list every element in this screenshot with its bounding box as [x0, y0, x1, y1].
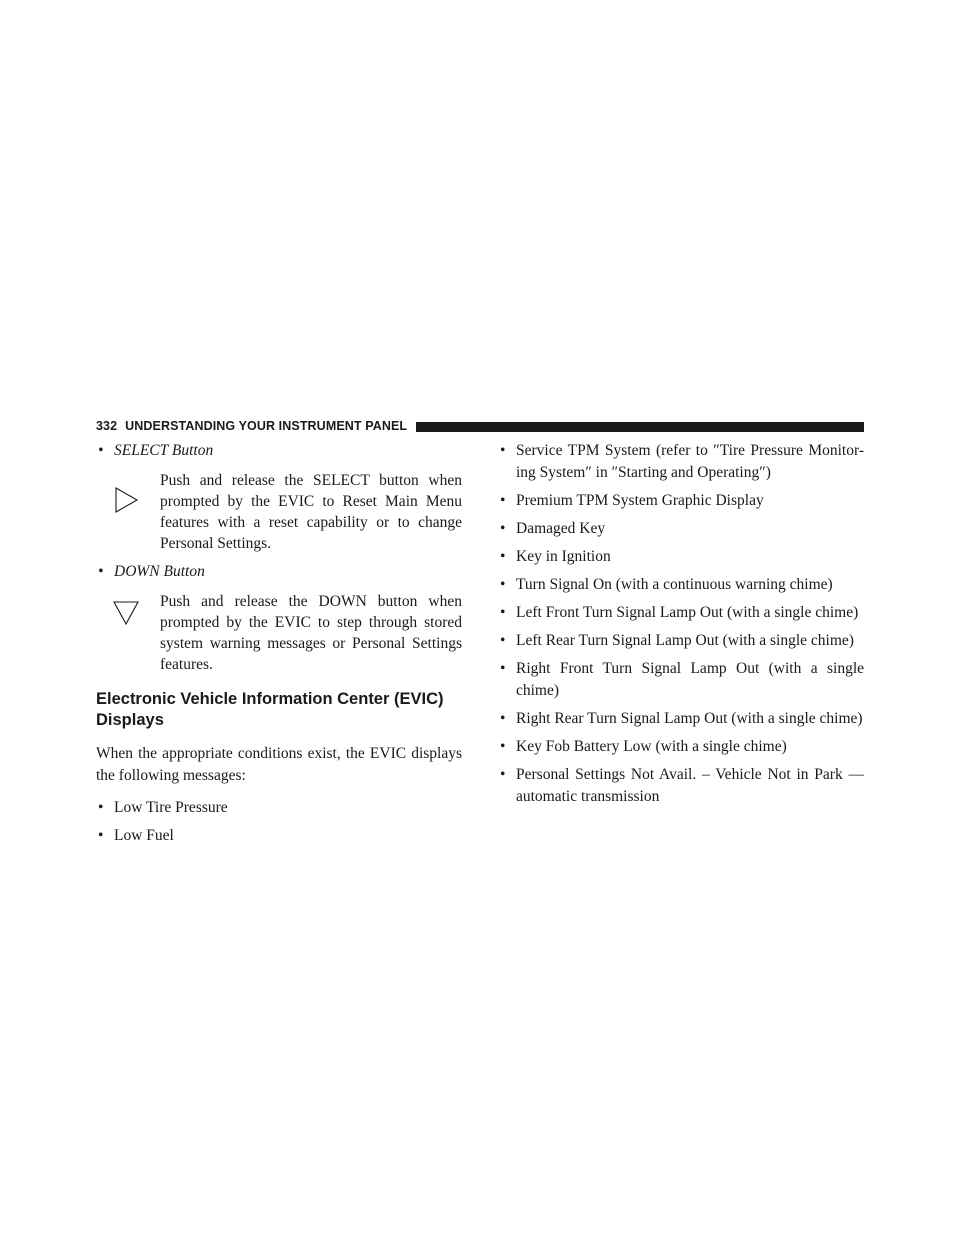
select-button-description — [96, 470, 462, 554]
select-button-title: • SELECT Button — [114, 442, 214, 459]
page-number: 332 — [96, 419, 118, 433]
message-personal-settings-not-avail: • Personal Settings Not Avail. – Vehicle Not in Park — automatic transmission — [498, 764, 864, 808]
evic-displays-heading: Electronic Vehicle Information Center (EVIC) Displays — [96, 690, 444, 729]
down-button-item — [96, 561, 462, 583]
header-rule — [416, 422, 864, 432]
message-low-tire-pressure: • Low Tire Pressure — [96, 797, 462, 819]
message-turn-signal-on: • Turn Signal On (with a continuous warning chime) — [498, 574, 864, 596]
page-header — [96, 418, 864, 436]
message-damaged-key: • Damaged Key — [498, 518, 864, 540]
select-button-text: Push and release the SELECT button when prompted by the EVIC to Reset Main Menu features with a reset capability or to change Personal Settings. — [160, 472, 462, 552]
header-text — [96, 419, 407, 433]
section-title-header: UNDERSTANDING YOUR INSTRUMENT PANEL — [125, 419, 408, 433]
message-service-tpm: • Service TPM System (refer to ″Tire Pressure Monitor-ing System″ in ″Starting and Operating″) — [498, 440, 864, 484]
message-left-front-lamp-out: • Left Front Turn Signal Lamp Out (with a single chime) — [498, 602, 864, 624]
down-button-text: Push and release the DOWN button when prompted by the EVIC to step through stored system warning messages or Personal Settings features. — [160, 593, 462, 673]
message-key-in-ignition: • Key in Ignition — [498, 546, 864, 568]
message-right-rear-lamp-out: • Right Rear Turn Signal Lamp Out (with a single chime) — [498, 708, 864, 730]
message-premium-tpm: • Premium TPM System Graphic Display — [498, 490, 864, 512]
down-button-title: • DOWN Button — [114, 563, 205, 580]
message-left-rear-lamp-out: • Left Rear Turn Signal Lamp Out (with a single chime) — [498, 630, 864, 652]
message-key-fob-battery-low: • Key Fob Battery Low (with a single chime) — [498, 736, 864, 758]
select-arrow-icon — [112, 486, 140, 514]
right-column — [498, 440, 864, 814]
left-column — [96, 440, 462, 847]
select-button-item — [96, 440, 462, 462]
down-button-description — [96, 591, 462, 675]
evic-intro-paragraph: When the appropriate conditions exist, the EVIC displays the following messages: — [96, 745, 462, 784]
message-low-fuel: • Low Fuel — [96, 825, 462, 847]
message-right-front-lamp-out: • Right Front Turn Signal Lamp Out (with a single chime) — [498, 658, 864, 702]
down-arrow-icon — [112, 599, 140, 627]
